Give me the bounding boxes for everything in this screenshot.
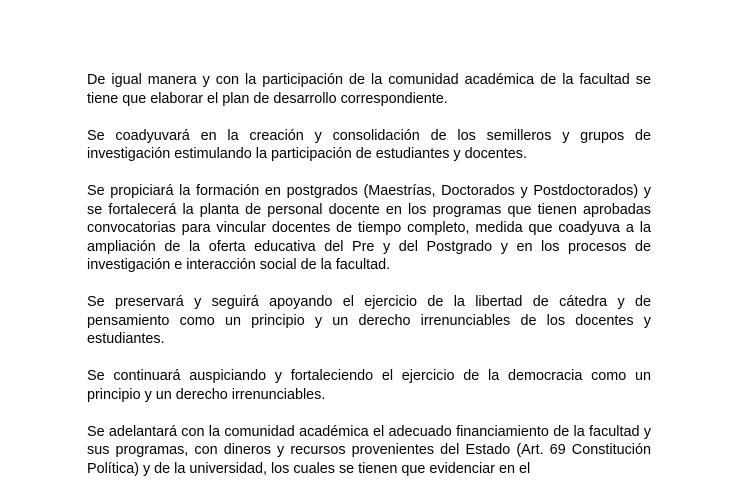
paragraph-postgrados: Se propiciará la formación en postgrados (Maestrías, Doctorados y Postdoctorados) y se fortalecerá la planta de personal docente en los programas que tienen aprobadas convocatorias para vincular docentes de tiempo completo, medida que coadyuva a la ampliación de la oferta educativa del Pre y del Postgrado y en los procesos de investigación e interacción social de la facultad. <box>87 183 651 273</box>
paragraph-semilleros: Se coadyuvará en la creación y consolidación de los semilleros y grupos de investigación estimulando la participación de estudiantes y docentes. <box>87 127 651 162</box>
paragraph-democracia: Se continuará auspiciando y fortaleciendo el ejercicio de la democracia como un principio y un derecho irrenunciables. <box>87 368 651 403</box>
paragraph-financiamiento: Se adelantará con la comunidad académica el adecuado financiamiento de la facultad y sus programas, con dineros y recursos provenientes del Estado (Art. 69 Constitución Política) y de la universidad, los cuales se tienen que evidenciar en el <box>87 423 651 477</box>
document-body <box>87 71 651 486</box>
paragraph-libertad-catedra: Se preservará y seguirá apoyando el ejercicio de la libertad de cátedra y de pensamiento como un principio y un derecho irrenunciables de los docentes y estudiantes. <box>87 294 651 347</box>
paragraph-plan-desarrollo: De igual manera y con la participación de la comunidad académica de la facultad se tiene que elaborar el plan de desarrollo correspondiente. <box>87 72 651 107</box>
